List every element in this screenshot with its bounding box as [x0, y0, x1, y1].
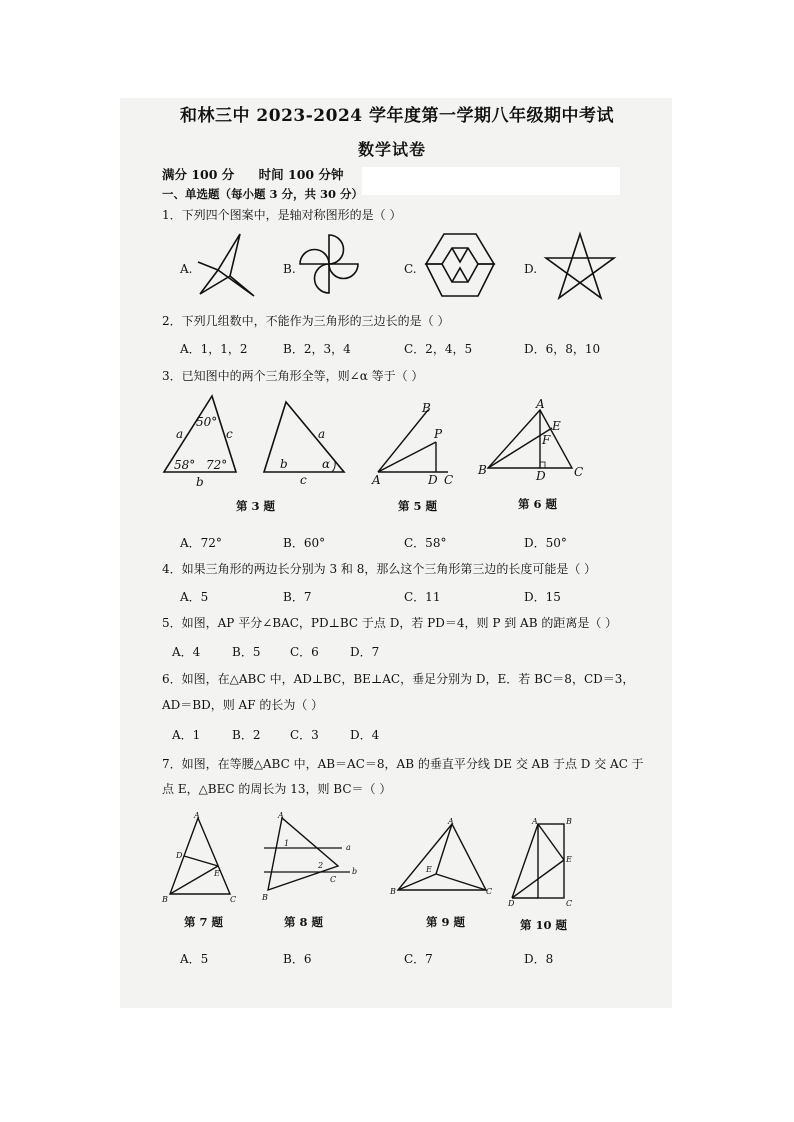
caption-q6: 第 6 题: [518, 497, 558, 511]
pinwheel-figure: [298, 233, 360, 295]
recycle-figure: [424, 232, 496, 300]
question-6-line1: 6．如图，在△ABC 中，AD⊥BC，BE⊥AC，垂足分别为 D，E．若 BC＝8，CD＝3，: [162, 672, 635, 686]
q6-figure: [476, 396, 588, 484]
q10-figure: [508, 816, 580, 906]
fig-label: A: [372, 473, 381, 487]
q2-option-d: D．6，8，10: [524, 342, 601, 356]
question-5: 5．如图，AP 平分∠BAC，PD⊥BC 于点 D，若 PD＝4，则 P 到 AB 的距离是（ ）: [162, 616, 618, 630]
fig-label: b: [196, 475, 204, 489]
fig-label: 2: [318, 861, 324, 870]
fig-label: E: [566, 855, 572, 864]
fig-label: P: [434, 427, 443, 441]
fig-label: B: [566, 817, 572, 826]
question-2: 2．下列几组数中，不能作为三角形的三边长的是（ ）: [162, 314, 450, 328]
fig-label: a: [318, 427, 326, 441]
q8-figure: [258, 812, 358, 908]
fig-label: C: [230, 895, 237, 904]
fig-label: c: [300, 473, 307, 487]
q1-option-a: A.: [180, 262, 193, 276]
caption-q7: 第 7 题: [184, 915, 224, 929]
section-heading: 一、单选题（每小题 3 分，共 30 分）: [162, 187, 364, 201]
fig-label: 1: [284, 839, 290, 848]
q3-option-b: B．60°: [283, 536, 326, 550]
fig-label: 58°: [174, 458, 196, 472]
q7-option-b: B．6: [283, 952, 312, 966]
q7-option-c: C．7: [404, 952, 433, 966]
caption-q8: 第 8 题: [284, 915, 324, 929]
full-score: 满分 100 分: [162, 167, 235, 182]
exam-time: 时间 100 分钟: [258, 167, 344, 182]
q3-option-d: D．50°: [524, 536, 567, 550]
question-3: 3．已知图中的两个三角形全等，则∠α 等于（ ）: [162, 369, 424, 383]
q5-option-d: D．7: [350, 645, 380, 659]
exam-title: 和林三中 2023-2024 学年度第一学期八年级期中考试: [180, 106, 615, 126]
q4-option-b: B．7: [283, 590, 312, 604]
fig-label: b: [352, 867, 358, 876]
fig-label: C: [444, 473, 454, 487]
fig-label: a: [176, 427, 184, 441]
q5-option-a: A．4: [172, 645, 201, 659]
question-7-line2: 点 E，△BEC 的周长为 13，则 BC＝（ ）: [162, 782, 392, 796]
fig-label: D: [176, 851, 183, 860]
fig-label: A: [278, 811, 284, 820]
question-7-line1: 7．如图，在等腰△ABC 中，AB＝AC＝8，AB 的垂直平分线 DE 交 AB 于点 D 交 AC 于: [162, 757, 644, 771]
q3-option-a: A．72°: [180, 536, 222, 550]
q4-option-d: D．15: [524, 590, 561, 604]
q9-figure: [390, 818, 494, 900]
question-1: 1．下列四个图案中，是轴对称图形的是（ ）: [162, 208, 402, 222]
q2-option-c: C．2，4，5: [404, 342, 473, 356]
redacted-area: [362, 167, 620, 195]
q6-option-d: D．4: [350, 728, 380, 742]
question-6-line2: AD＝BD，则 AF 的长为（ ）: [162, 698, 324, 712]
q2-option-b: B．2，3，4: [283, 342, 351, 356]
fig-label: 50°: [196, 415, 218, 429]
q7-option-a: A．5: [180, 952, 209, 966]
fig-label: 72°: [206, 458, 228, 472]
exam-meta: [162, 165, 363, 183]
caption-q10: 第 10 题: [520, 918, 568, 932]
q3-triangle-1: [160, 392, 242, 488]
q5-option-c: C．6: [290, 645, 319, 659]
fig-label: D: [508, 899, 515, 908]
three-blade-figure: [196, 232, 256, 298]
fig-label: A: [536, 397, 545, 411]
q7-figure: [158, 812, 242, 908]
fig-label: A: [448, 817, 454, 826]
exam-subtitle: 数学试卷: [358, 140, 427, 159]
fig-label: C: [330, 875, 337, 884]
q2-option-a: A．1，1，2: [180, 342, 248, 356]
q7-option-d: D．8: [524, 952, 554, 966]
q6-option-b: B．2: [232, 728, 261, 742]
fig-label: D: [536, 469, 546, 483]
fig-label: B: [422, 401, 431, 415]
q5-figure: [370, 398, 462, 486]
fig-label: C: [486, 887, 493, 896]
fig-label: B: [262, 893, 268, 902]
fig-label: E: [552, 419, 561, 433]
fig-label: F: [542, 433, 551, 447]
fig-label: C: [566, 899, 573, 908]
fig-label: C: [574, 465, 584, 479]
fig-label: B: [478, 463, 487, 477]
caption-q3: 第 3 题: [236, 499, 276, 513]
fig-label: A: [532, 817, 538, 826]
q1-option-b: B.: [283, 262, 296, 276]
q4-option-a: A．5: [180, 590, 209, 604]
q3-option-c: C．58°: [404, 536, 447, 550]
pentagram-figure: [544, 232, 616, 302]
q1-option-c: C.: [404, 262, 417, 276]
fig-label: E: [214, 869, 220, 878]
fig-label: D: [428, 473, 438, 487]
fig-label: b: [280, 457, 288, 471]
caption-q5: 第 5 题: [398, 499, 438, 513]
q6-option-a: A．1: [172, 728, 201, 742]
fig-label: a: [346, 843, 351, 852]
fig-label: A: [194, 811, 200, 820]
fig-label: c: [226, 427, 233, 441]
fig-label: B: [390, 887, 396, 896]
fig-label: α: [322, 457, 331, 471]
question-4: 4．如果三角形的两边长分别为 3 和 8，那么这个三角形第三边的长度可能是（ ）: [162, 562, 597, 576]
fig-label: B: [162, 895, 168, 904]
q3-triangle-2: [260, 400, 346, 487]
q5-option-b: B．5: [232, 645, 261, 659]
q6-option-c: C．3: [290, 728, 319, 742]
caption-q9: 第 9 题: [426, 915, 466, 929]
fig-label: E: [426, 865, 432, 874]
q4-option-c: C．11: [404, 590, 441, 604]
q1-option-d: D.: [524, 262, 538, 276]
